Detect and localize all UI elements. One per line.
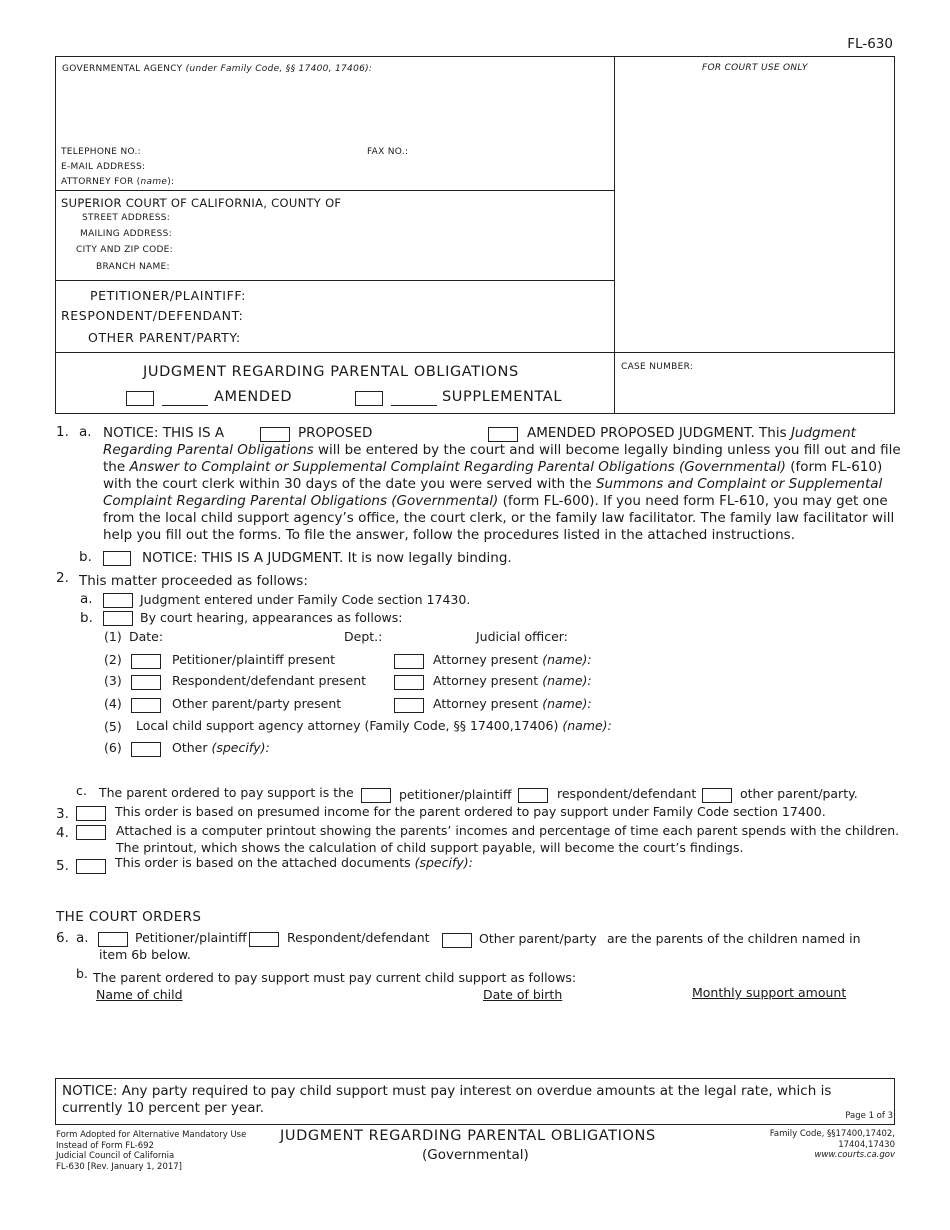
- item5-number: 5.: [56, 858, 69, 874]
- footer-left-line: Instead of Form FL-692: [56, 1140, 154, 1151]
- column-date-of-birth: Date of birth: [483, 987, 563, 1002]
- footer-subtitle: (Governmental): [422, 1147, 529, 1163]
- item6-number: 6.: [56, 930, 69, 946]
- footer-right: [770, 1129, 895, 1161]
- item2a-text: Judgment entered under Family Code section 17430.: [140, 592, 471, 607]
- payor-other-label: other parent/party.: [740, 786, 858, 801]
- other-appearance-label: Other (specify):: [172, 740, 270, 755]
- item1-number: 1.: [56, 424, 69, 440]
- other-party-attorney-checkbox[interactable]: [394, 698, 424, 713]
- proposed-label: PROPOSED: [298, 425, 373, 441]
- parents-respondent-label: Respondent/defendant: [287, 930, 430, 945]
- petitioner-present-label: Petitioner/plaintiff present: [172, 652, 336, 667]
- item2-intro: This matter proceeded as follows:: [79, 573, 308, 589]
- item2c-letter: c.: [76, 783, 87, 798]
- attached-documents-checkbox[interactable]: [76, 859, 106, 874]
- footer-right-line: Family Code, §§17400,17402,: [769, 1129, 895, 1139]
- respondent-present-checkbox[interactable]: [131, 675, 161, 690]
- footer-left-line: Form Adopted for Alternative Mandatory Use: [56, 1130, 247, 1140]
- mailing-address-label: MAILING ADDRESS:: [80, 229, 173, 239]
- item1b-letter: b.: [79, 549, 92, 565]
- item4-text-1: Attached is a computer printout showing the parents’ incomes and percentage of time each parent spends with the children.: [116, 823, 900, 838]
- item4-text-2: The printout, which shows the calculation of child support payable, will become the court’s findings.: [116, 840, 744, 855]
- payor-respondent-checkbox[interactable]: [518, 788, 548, 803]
- proposed-checkbox[interactable]: [260, 427, 290, 442]
- parents-petitioner-label: Petitioner/plaintiff: [135, 930, 247, 945]
- other-parent-label: OTHER PARENT/PARTY:: [88, 330, 241, 345]
- other-appearance-checkbox[interactable]: [131, 742, 161, 757]
- divider: [55, 190, 615, 191]
- judgment-entered-checkbox[interactable]: [103, 593, 133, 608]
- email-label: E-MAIL ADDRESS:: [61, 162, 146, 172]
- judgment-checkbox[interactable]: [103, 551, 131, 566]
- petitioner-present-checkbox[interactable]: [131, 654, 161, 669]
- respondent-present-label: Respondent/defendant present: [172, 673, 367, 688]
- item2a-letter: a.: [80, 591, 93, 607]
- hearing-3-number: (3): [104, 673, 122, 688]
- for-court-use: FOR COURT USE ONLY: [702, 63, 808, 73]
- hearing-1-number: (1): [104, 629, 122, 644]
- divider: [391, 405, 437, 406]
- case-number-label: CASE NUMBER:: [621, 362, 694, 372]
- item1a-notice: NOTICE: THIS IS A: [103, 425, 225, 441]
- are-parents-text: are the parents of the children named in: [607, 931, 861, 946]
- divider: [162, 405, 208, 406]
- footer-left: [56, 1130, 246, 1172]
- item1a-line7: help you fill out the forms. To file the answer, follow the procedures listed in the attached instructions.: [103, 527, 795, 543]
- court-name-label: SUPERIOR COURT OF CALIFORNIA, COUNTY OF: [61, 196, 342, 210]
- item2b-text: By court hearing, appearances as follows:: [140, 610, 403, 625]
- agency-label: GOVERNMENTAL AGENCY (under Family Code, §§ 17400, 17406):: [62, 64, 373, 74]
- payor-respondent-label: respondent/defendant: [557, 786, 697, 801]
- payor-other-checkbox[interactable]: [702, 788, 732, 803]
- item1a-letter: a.: [79, 424, 92, 440]
- other-party-attorney-label: Attorney present (name):: [433, 696, 592, 711]
- item1a-line4: with the court clerk within 30 days of the date you were served with the Summons and Complaint or Supplemental: [103, 476, 883, 492]
- footer-left-line: FL-630 [Rev. January 1, 2017]: [56, 1161, 182, 1172]
- amended-proposed-label: AMENDED PROPOSED JUDGMENT. This Judgment: [527, 425, 856, 441]
- respondent-attorney-checkbox[interactable]: [394, 675, 424, 690]
- judicial-officer-label: Judicial officer:: [476, 629, 568, 644]
- city-zip-label: CITY AND ZIP CODE:: [76, 245, 173, 255]
- item2c-text: The parent ordered to pay support is the: [99, 785, 354, 800]
- other-party-present-checkbox[interactable]: [131, 698, 161, 713]
- respondent-attorney-label: Attorney present (name):: [433, 673, 592, 688]
- hearing-2-number: (2): [104, 652, 122, 667]
- hearing-5-number: (5): [104, 719, 122, 734]
- respondent-label: RESPONDENT/DEFENDANT:: [61, 308, 244, 323]
- street-address-label: STREET ADDRESS:: [82, 213, 171, 223]
- footer-title: JUDGMENT REGARDING PARENTAL OBLIGATIONS: [280, 1128, 656, 1144]
- hearing-6-number: (6): [104, 740, 122, 755]
- fax-label: FAX NO.:: [367, 147, 409, 157]
- hearing-dept-label: Dept.:: [344, 629, 383, 644]
- item3-text: This order is based on presumed income for the parent ordered to pay support under Family Code section 17400.: [115, 804, 826, 819]
- item1a-line6: from the local child support agency’s office, the court clerk, or the family law facilitator. The family law facilitator will: [103, 510, 895, 526]
- attorney-for-label: ATTORNEY FOR (name):: [61, 177, 175, 187]
- hearing-date-label: Date:: [129, 629, 164, 644]
- item6b-ref-text: item 6b below.: [99, 947, 191, 962]
- column-monthly-amount: Monthly support amount: [692, 985, 847, 1000]
- footer-left-line: Judicial Council of California: [56, 1151, 175, 1161]
- item4-number: 4.: [56, 825, 69, 841]
- petitioner-attorney-checkbox[interactable]: [394, 654, 424, 669]
- header-divider: [614, 56, 615, 413]
- presumed-income-checkbox[interactable]: [76, 806, 106, 821]
- item6b-text: The parent ordered to pay support must pay current child support as follows:: [93, 970, 577, 985]
- hearing-4-number: (4): [104, 696, 122, 711]
- divider: [55, 352, 894, 353]
- parents-respondent-checkbox[interactable]: [249, 932, 279, 947]
- court-hearing-checkbox[interactable]: [103, 611, 133, 626]
- form-title: JUDGMENT REGARDING PARENTAL OBLIGATIONS: [143, 364, 519, 380]
- item1a-line2: Regarding Parental Obligations will be entered by the court and will become legally binding unless you fill out and file: [103, 442, 901, 458]
- item1a-line3: the Answer to Complaint or Supplemental Complaint Regarding Parental Obligations (Governmental) (form FL-610): [103, 459, 883, 475]
- footer-right-line: 17404,17430: [838, 1139, 895, 1150]
- courts-website-link[interactable]: www.courts.ca.gov: [814, 1150, 895, 1160]
- parents-petitioner-checkbox[interactable]: [98, 932, 128, 947]
- telephone-label: TELEPHONE NO.:: [61, 147, 141, 157]
- item3-number: 3.: [56, 806, 69, 822]
- item6a-letter: a.: [76, 930, 89, 946]
- amended-proposed-checkbox[interactable]: [488, 427, 518, 442]
- petitioner-label: PETITIONER/PLAINTIFF:: [90, 288, 246, 303]
- item2-number: 2.: [56, 570, 69, 586]
- item6b-letter: b.: [76, 966, 88, 981]
- amended-checkbox[interactable]: [126, 391, 154, 406]
- supplemental-label: SUPPLEMENTAL: [442, 389, 562, 405]
- amended-label: AMENDED: [214, 389, 293, 405]
- other-party-present-label: Other parent/party present: [172, 696, 342, 711]
- item2b-letter: b.: [80, 610, 93, 626]
- form-number: FL-630: [847, 36, 893, 52]
- parents-other-checkbox[interactable]: [442, 933, 472, 948]
- supplemental-checkbox[interactable]: [355, 391, 383, 406]
- petitioner-attorney-label: Attorney present (name):: [433, 652, 592, 667]
- parents-other-label: Other parent/party: [479, 931, 597, 946]
- header-box: [55, 56, 895, 414]
- lcsa-attorney-label: Local child support agency attorney (Family Code, §§ 17400,17406) (name):: [136, 718, 612, 733]
- item1b-text: NOTICE: THIS IS A JUDGMENT. It is now legally binding.: [142, 550, 512, 566]
- item5-text: This order is based on the attached documents (specify):: [115, 855, 473, 870]
- payor-petitioner-checkbox[interactable]: [361, 788, 391, 803]
- item1a-line5: Complaint Regarding Parental Obligations (Governmental) (form FL-600). If you need form FL-610, you may get one: [103, 493, 888, 509]
- branch-name-label: BRANCH NAME:: [96, 262, 170, 272]
- printout-checkbox[interactable]: [76, 825, 106, 840]
- interest-notice-text: NOTICE: Any party required to pay child support must pay interest on overdue amounts at the legal rate, which is currently 10 percent per year.: [62, 1083, 832, 1116]
- court-orders-heading: THE COURT ORDERS: [56, 909, 202, 925]
- page-number: Page 1 of 3: [845, 1111, 893, 1121]
- column-child-name: Name of child: [96, 987, 183, 1002]
- divider: [55, 280, 615, 281]
- payor-petitioner-label: petitioner/plaintiff: [399, 787, 512, 802]
